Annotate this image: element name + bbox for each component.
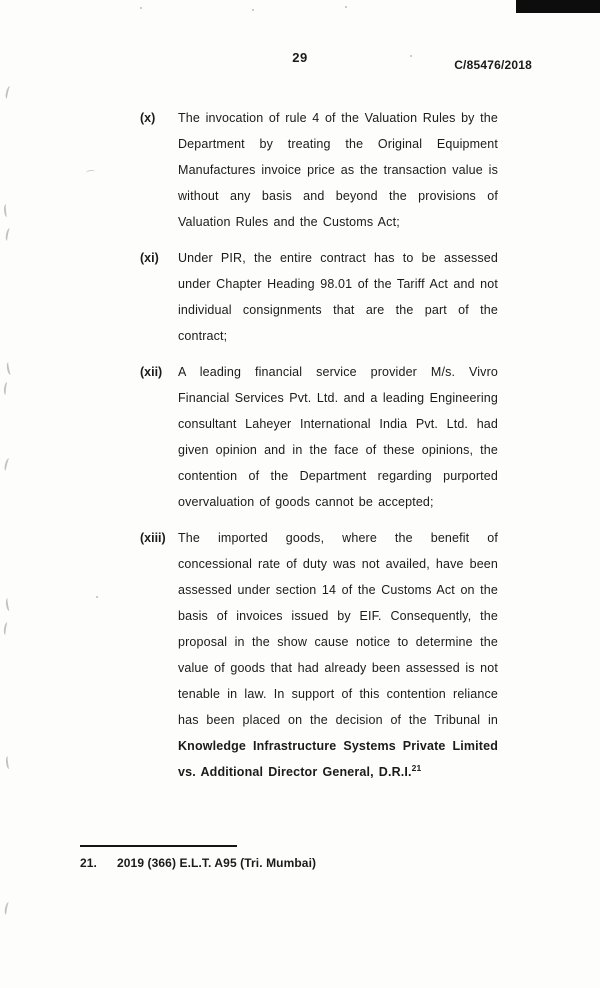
- list-item-text: The invocation of rule 4 of the Valuation Rules by the Department by treating the Original Equipment Manufactures invoice price as the transaction value is without any basis and beyond the provisions of Valuation Rules and the Customs Act;: [178, 111, 498, 229]
- scan-noise-mark: [96, 596, 98, 598]
- list-item-label: (xiii): [140, 531, 166, 545]
- list-item-x: [140, 105, 498, 235]
- case-citation: Knowledge Infrastructure Systems Private Limited vs. Additional Director General, D.R.I.: [178, 739, 498, 779]
- scan-noise-mark: [5, 86, 13, 100]
- scan-noise-mark: [140, 7, 142, 9]
- footnote-text: 2019 (366) E.L.T. A95 (Tri. Mumbai): [117, 856, 317, 870]
- list-item-xiii: [140, 525, 498, 785]
- scan-noise-mark: [86, 169, 96, 175]
- scan-noise-mark: [4, 902, 11, 916]
- footnote-divider: [80, 845, 237, 847]
- scan-noise-mark: [4, 458, 12, 472]
- list-item-label: (x): [140, 111, 156, 125]
- scan-noise-mark: [5, 598, 12, 612]
- list-item-text-normal: The imported goods, where the benefit of concessional rate of duty was not availed, have been assessed under section 14 of the Customs Act on the basis of invoices issued by EIF. Consequently, the proposal in the show cause notice to determine the value of goods that had already been assessed is not tenable in law. In support of this contention reliance has been placed on the decision of the Tribunal in: [178, 531, 498, 727]
- footnote-number: 21.: [80, 856, 97, 870]
- footnote-reference: 21: [411, 762, 422, 773]
- scan-noise-mark: [5, 756, 12, 770]
- list-item-label: (xi): [140, 251, 159, 265]
- scan-noise-mark: [345, 6, 347, 8]
- list-item-text: [178, 525, 498, 785]
- list-item-text: A leading financial service provider M/s. Vivro Financial Services Pvt. Ltd. and a leading Engineering consultant Laheyer International India Pvt. Ltd. had given opinion and in the face of these opinions, the contention of the Department regarding purported overvaluation of goods cannot be accepted;: [178, 365, 498, 509]
- scan-noise-mark: [3, 204, 9, 217]
- footnote: [80, 856, 316, 870]
- scan-artifact-corner-bar: [516, 0, 600, 13]
- list-item-text: Under PIR, the entire contract has to be assessed under Chapter Heading 98.01 of the Tariff Act and not individual consignments that are the part of the contract;: [178, 251, 498, 343]
- scan-noise-mark: [5, 228, 12, 242]
- list-item-xi: [140, 245, 498, 349]
- scan-noise-mark: [3, 622, 10, 636]
- scan-noise-mark: [6, 362, 14, 376]
- case-number: C/85476/2018: [454, 58, 532, 72]
- scan-noise-mark: [3, 382, 9, 395]
- document-body: [140, 105, 498, 795]
- list-item-xii: [140, 359, 498, 515]
- page-number: 29: [292, 50, 308, 65]
- scan-noise-mark: [252, 9, 254, 11]
- list-item-label: (xii): [140, 365, 163, 379]
